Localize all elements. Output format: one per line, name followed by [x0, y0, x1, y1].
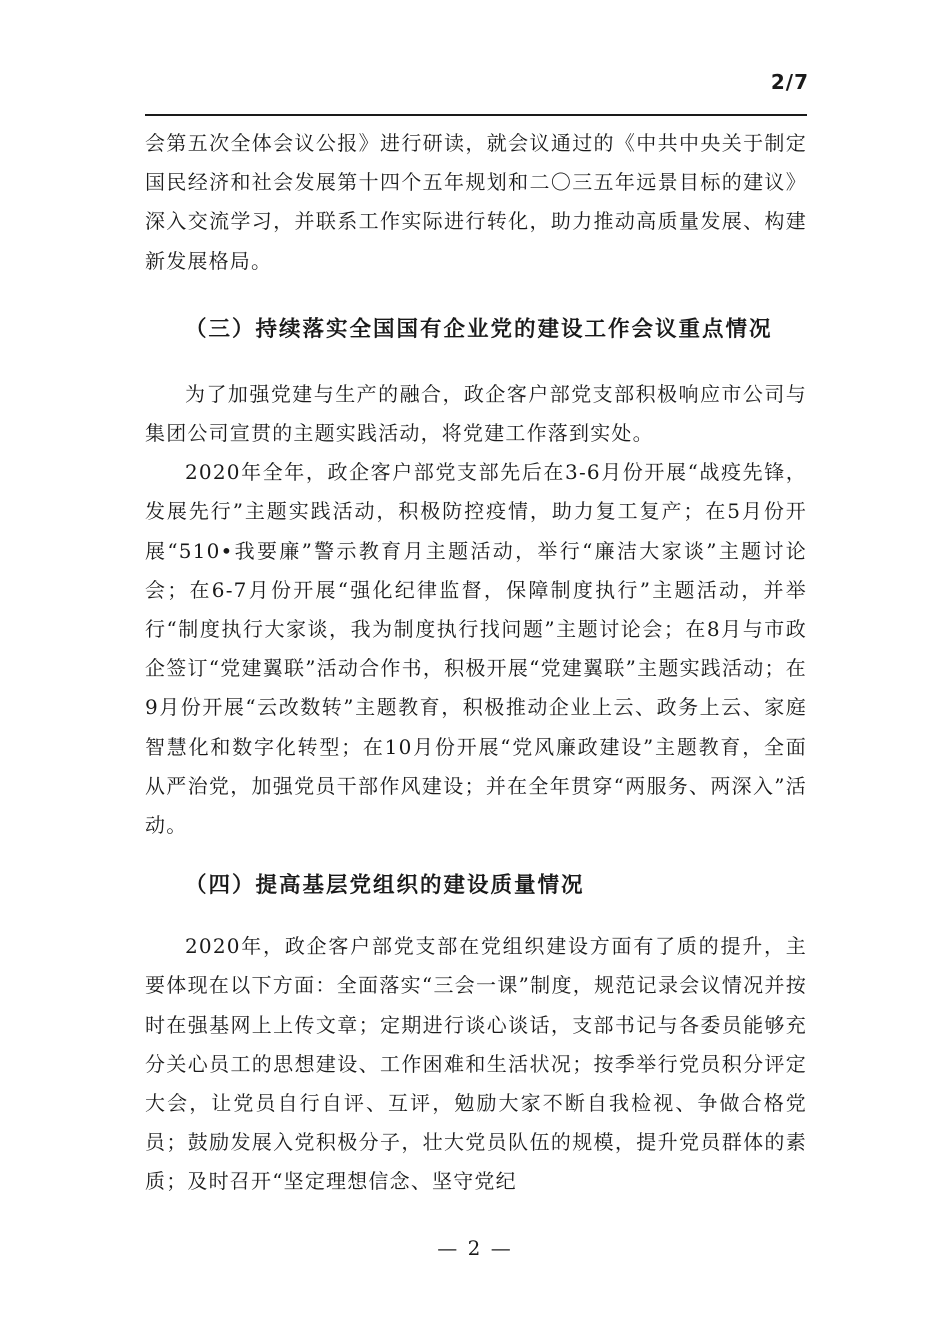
paragraph-org-building: 2020年，政企客户部党支部在党组织建设方面有了质的提升，主要体现在以下方面：全面落实“三会一课”制度，规范记录会议情况并按时在强基网上上传文章；定期进行谈心谈话，支部书记与各委员能够充分关心员工的思想建设、工作困难和生活状况；按季举行党员积分评定大会，让党员自行自评、互评，勉励大家不断自我检视、争做合格党员；鼓励发展入党积极分子，壮大党员队伍的规模，提升党员群体的素质；及时召开“坚定理想信念、坚守党纪: [145, 934, 807, 1194]
paragraph-activities-2020: 2020年全年，政企客户部党支部先后在3-6月份开展“战疫先锋，发展先行”主题实践活动，积极防控疫情，助力复工复产；在5月份开展“510•我要廉”警示教育月主题活动，举行“廉洁大家谈”主题讨论会；在6-7月份开展“强化纪律监督，保障制度执行”主题活动，并举行“制度执行大家谈，我为制度执行找问题”主题讨论会；在8月与市政企签订“党建翼联”活动合作书，积极开展“党建翼联”主题实践活动；在9月份开展“云改数转”主题教育，积极推动企业上云、政务上云、家庭智慧化和数字化转型；在10月份开展“党风廉政建设”主题教育，全面从严治党，加强党员干部作风建设；并在全年贯穿“两服务、两深入”活动。: [145, 460, 807, 838]
paragraph-integration: 为了加强党建与生产的融合，政企客户部党支部积极响应市公司与集团公司宣贯的主题实践活动，将党建工作落到实处。: [145, 381, 807, 446]
document-body: [145, 124, 807, 1202]
page-number-footer: — 2 —: [437, 1236, 513, 1260]
section-heading-3: （三）持续落实全国国有企业党的建设工作会议重点情况: [185, 316, 773, 342]
paragraph-continuation: 会第五次全体会议公报》进行研读，就会议通过的《中共中央关于制定国民经济和社会发展第十四个五年规划和二〇三五年远景目标的建议》深入交流学习，并联系工作实际进行转化，助力推动高质量发展、构建新发展格局。: [145, 131, 807, 273]
page-counter: 2/7: [770, 70, 809, 94]
header-divider: [145, 114, 807, 116]
section-heading-4: （四）提高基层党组织的建设质量情况: [185, 873, 585, 899]
